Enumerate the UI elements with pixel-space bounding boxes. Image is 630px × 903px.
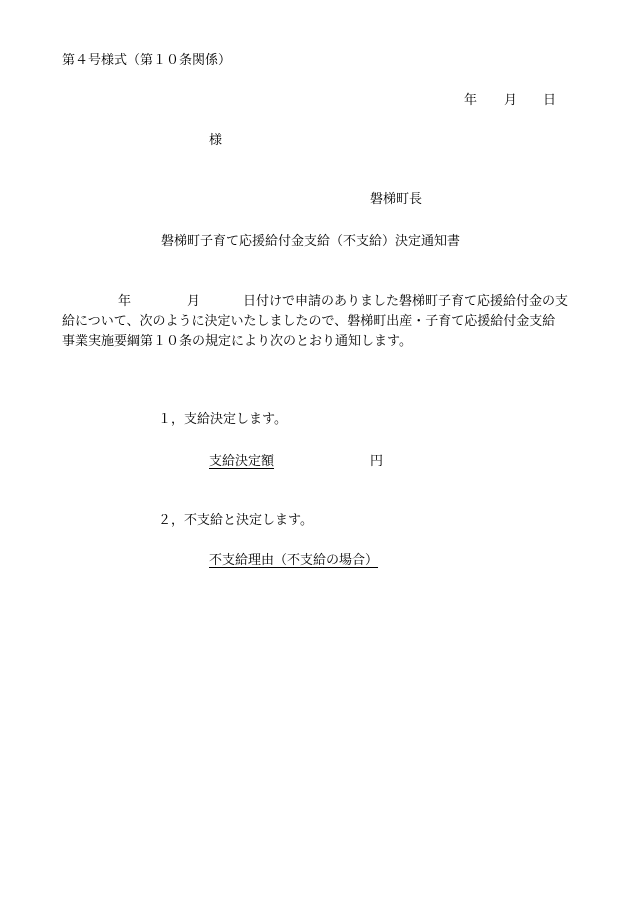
body-month-label: 月 bbox=[187, 294, 201, 309]
body-year-label: 年 bbox=[118, 294, 132, 309]
form-label: 第４号様式（第１０条関係） bbox=[62, 53, 232, 68]
body-line-2: 給について、次のように決定いたしましたので、磐梯町出産・子育て応援給付金支給 bbox=[62, 314, 556, 329]
body-line-3: 事業実施要綱第１０条の規定により次のとおり通知します。 bbox=[62, 334, 412, 349]
body-line-1 bbox=[62, 292, 582, 312]
document-title: 磐梯町子育て応援給付金支給（不支給）決定通知書 bbox=[161, 234, 461, 249]
date-year-label: 年 bbox=[464, 93, 478, 108]
item-1-heading: １，支給決定します。 bbox=[158, 412, 287, 427]
item-2-heading: ２，不支給と決定します。 bbox=[158, 513, 313, 528]
date-month-label: 月 bbox=[504, 93, 518, 108]
amount-unit: 円 bbox=[369, 454, 383, 469]
issuer-name: 磐梯町長 bbox=[370, 192, 423, 207]
date-day-label: 日 bbox=[543, 93, 557, 108]
body-paragraph bbox=[62, 292, 582, 352]
addressee-honorific: 様 bbox=[209, 133, 223, 148]
amount-label: 支給決定額 bbox=[209, 454, 275, 469]
body-line-1-text: 日付けで申請のありました磐梯町子育て応援給付金の支 bbox=[243, 294, 569, 309]
reason-label: 不支給理由（不支給の場合） bbox=[209, 553, 379, 568]
amount-field bbox=[209, 455, 383, 468]
